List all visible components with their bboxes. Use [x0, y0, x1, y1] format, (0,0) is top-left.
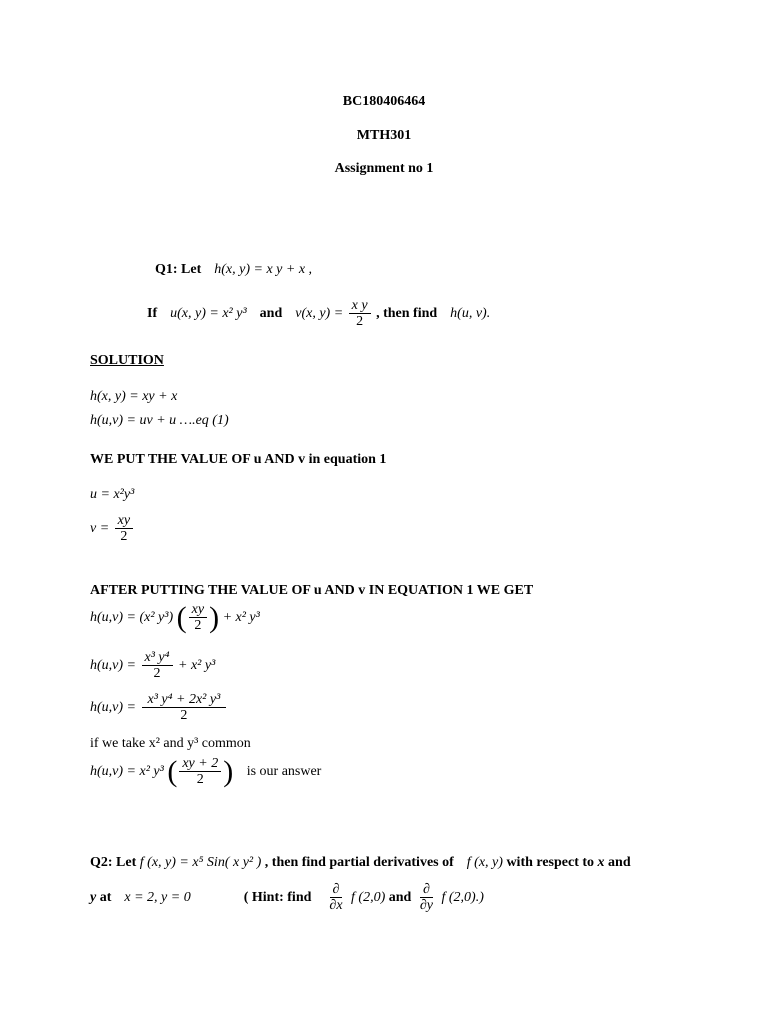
step-3-fraction	[142, 692, 227, 724]
solution-line-1: h(x, y) = xy + x	[90, 389, 178, 404]
q1-v-fraction	[349, 298, 371, 330]
q2-hint-label: ( Hint: find	[243, 890, 312, 906]
q1-v-denominator: 2	[356, 314, 364, 330]
common-note: if we take x² and y³ common	[90, 736, 251, 751]
step-1-rhs: + x² y³	[222, 610, 260, 626]
final-denominator: 2	[196, 772, 204, 788]
v-numerator: xy	[115, 513, 133, 529]
q2-x-var: x	[597, 855, 605, 870]
step-2-fraction	[142, 650, 173, 682]
q1-v-numerator: x y	[349, 298, 371, 314]
put-value-text: WE PUT THE VALUE OF u AND v in equation 1	[90, 452, 387, 467]
assignment-title: Assignment no 1	[334, 161, 434, 176]
partial-y-denominator: ∂y	[419, 898, 433, 914]
partial-y-fraction	[417, 882, 436, 914]
q2-point: x = 2, y = 0	[124, 890, 191, 906]
q2-function: f (x, y) = x⁵ Sin( x y² )	[139, 855, 262, 870]
q1-and: and	[259, 306, 283, 322]
step-1: h(u,v) = (x² y³) ( $\frac{xy}{2}$ ) + x² y³	[90, 600, 260, 634]
final-note: is our answer	[246, 764, 322, 780]
solution-line-2: h(u,v) = uv + u ….eq (1)	[90, 413, 229, 428]
q2-y-var: y	[90, 890, 97, 906]
q1-definition: h(x, y) = x y + x ,	[214, 262, 313, 277]
q2-hint-and: and	[388, 890, 412, 906]
q2-f-ref: f (x, y)	[466, 855, 503, 870]
q2-condition	[90, 882, 484, 914]
student-id: BC180406464	[342, 94, 426, 109]
step-1-lhs: h(u,v) = (x² y³)	[90, 610, 174, 626]
q1-u-definition: u(x, y) = x² y³	[170, 306, 247, 322]
partial-x-denominator: ∂x	[329, 898, 343, 914]
step-1-denominator: 2	[194, 618, 202, 634]
q2-fy: f (2,0).)	[441, 890, 484, 906]
q2-fx: f (2,0)	[351, 890, 386, 906]
course-code: MTH301	[356, 128, 412, 143]
solution-heading: SOLUTION	[90, 353, 164, 368]
step-1-fraction	[189, 602, 207, 634]
partial-x-numerator: ∂	[330, 882, 343, 898]
q1-if: If	[147, 306, 158, 322]
u-value: u = x²y³	[90, 487, 135, 502]
q1-v-lhs: v(x, y) =	[295, 306, 344, 322]
step-1-numerator: xy	[189, 602, 207, 618]
final-lhs: h(u,v) = x² y³	[90, 764, 164, 780]
v-fraction	[115, 513, 133, 545]
final-numerator: xy + 2	[179, 756, 221, 772]
q1-label: Q1: Let	[155, 262, 202, 277]
step-2-numerator: x³ y⁴	[142, 650, 173, 666]
step-2	[90, 650, 215, 682]
q2-text-1: , then find partial derivatives of	[264, 855, 454, 870]
partial-x-fraction	[326, 882, 345, 914]
step-2-rhs: + x² y³	[178, 658, 216, 674]
q1-condition	[147, 298, 490, 330]
partial-y-numerator: ∂	[420, 882, 433, 898]
final-fraction	[179, 756, 221, 788]
q2-and: and	[608, 855, 631, 870]
q1-target: h(u, v).	[450, 306, 491, 322]
q2-at: at	[99, 890, 112, 906]
q1-then-find: , then find	[376, 306, 438, 322]
q2-label: Q2: Let	[90, 855, 137, 870]
q2-text-2: with respect to	[506, 855, 595, 870]
v-lhs: v =	[90, 521, 110, 537]
step-3-lhs: h(u,v) =	[90, 700, 136, 716]
step-3-denominator: 2	[180, 708, 188, 724]
after-putting-text: AFTER PUTTING THE VALUE OF u AND v IN EQUATION 1 WE GET	[90, 583, 534, 598]
step-3-numerator: x³ y⁴ + 2x² y³	[142, 692, 227, 708]
v-value	[90, 513, 135, 545]
final-answer: h(u,v) = x² y³ ( $\frac{xy + 2}{2}$ ) is our answer	[90, 754, 322, 788]
v-denominator: 2	[120, 529, 128, 545]
q2-statement	[90, 855, 631, 871]
q1-statement	[155, 262, 312, 278]
step-2-lhs: h(u,v) =	[90, 658, 136, 674]
step-3	[90, 692, 228, 724]
step-2-denominator: 2	[153, 666, 161, 682]
